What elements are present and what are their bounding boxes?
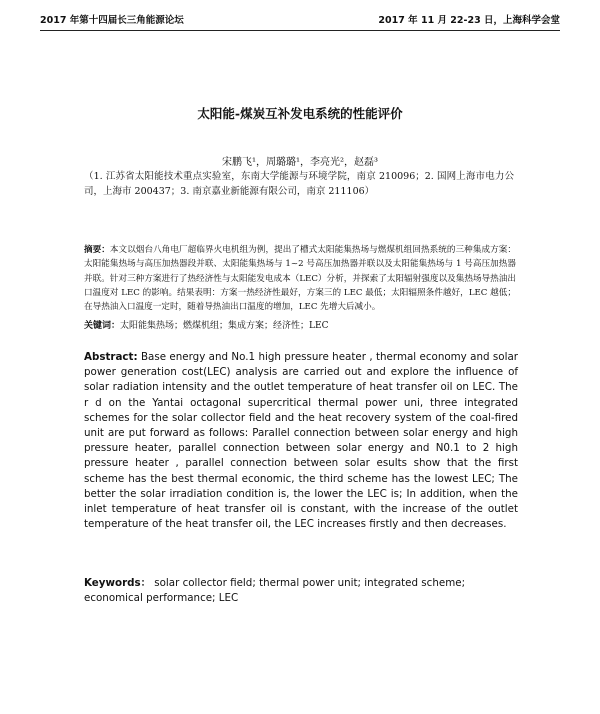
english-keywords [84,576,518,606]
chinese-abstract [84,243,516,314]
paper-title: 太阳能-煤炭互补发电系统的性能评价 [197,106,403,121]
affiliations: （1. 江苏省太阳能技术重点实验室，东南大学能源与环境学院，南京 210096；2. 国网上海市电力公司，上海市 200437；3. 南京嘉业新能源有限公司，南京 211106） [84,171,514,197]
english-keywords-label: Keywords： [84,577,151,589]
author-list: 宋鹏飞¹，周璐璐¹，李亮光²，赵磊³ [221,157,379,168]
english-abstract-text: Base energy and No.1 high pressure heater , thermal economy and solar power generation cost(LEC) analysis are carried out and explore the influence of solar radiation intensity and the outlet temperature of heat transfer oil on LEC. The r d on the Yantai octagonal supercritical thermal power uni, three integrated schemes for the solar collector field and the heat recovery system of the coal-fired unit are put forward as follows: Parallel connection between solar energy and high pressure heater, parallel connection between solar energy and N0.1 to 2 high pressure heater , parallel connection between solar esults show that the first scheme has the best thermal economic, the third scheme has the lowest LEC; The better the solar irradiation condition is, the lower the LEC is; In addition, when the inlet temperature of heat transfer oil is constant, with the increase of the outlet temperature of the heat transfer oil, the LEC increases firstly and then decreases. [84,351,518,531]
chinese-abstract-text: 本文以烟台八角电厂超临界火电机组为例，提出了槽式太阳能集热场与燃煤机组回热系统的三种集成方案：太阳能集热场与高压加热器段并联、太阳能集热场与 1~2 号高压加热器并联以及太阳能集热场与 1 号高压加热器并联。针对三种方案进行了热经济性与太阳能发电成本（LEC）分析，并探索了太阳辐射强度以及集热场导热油出口温度对 LEC 的影响。结果表明：方案一热经济性最好，方案三的 LEC 最低；太阳辐照条件越好，LEC 越低；在导热油入口温度一定时，随着导热油出口温度的增加，LEC 先增大后减小。 [84,245,516,313]
chinese-keywords [84,318,516,331]
chinese-keywords-text: 太阳能集热场；燃煤机组；集成方案；经济性；LEC [120,321,329,331]
english-abstract-label: Abstract: [84,351,138,363]
chinese-abstract-label: 摘要： [84,245,110,255]
running-header [40,10,560,31]
conference-name: 2017 年第十四届长三角能源论坛 [40,15,184,26]
english-keywords-text: solar collector field; thermal power unit; integrated scheme; economical performance; LEC [84,577,466,605]
conference-date-venue: 2017 年 11 月 22-23 日，上海科学会堂 [378,15,560,26]
chinese-keywords-label: 关键词： [84,321,121,331]
english-abstract [84,350,518,532]
